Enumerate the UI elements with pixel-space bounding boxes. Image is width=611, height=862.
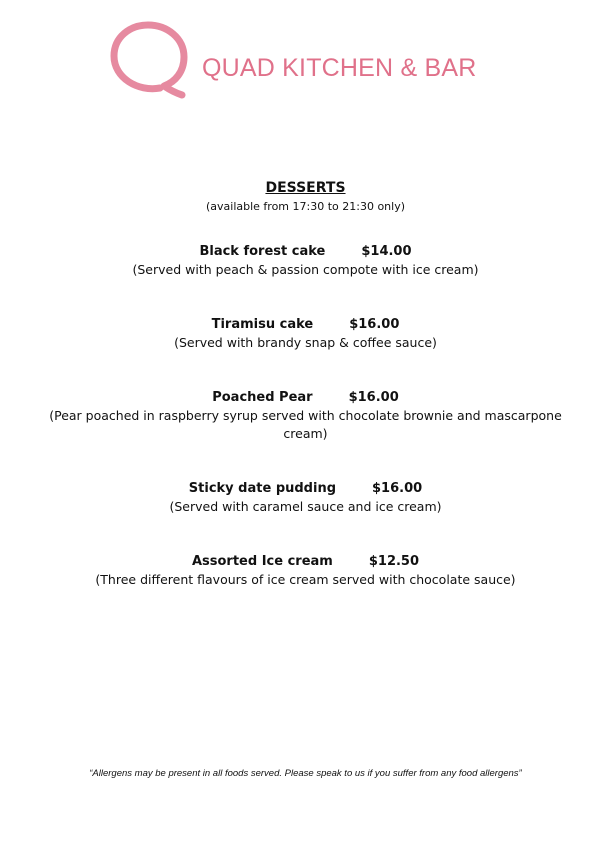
menu-item bbox=[0, 553, 611, 589]
item-price: $12.50 bbox=[368, 554, 420, 569]
item-name: Black forest cake bbox=[199, 244, 326, 259]
item-name: Assorted Ice cream bbox=[191, 554, 333, 569]
item-price: $16.00 bbox=[348, 390, 399, 405]
allergen-notice: “Allergens may be present in all foods served. Please speak to us if you suffer from any food allergens” bbox=[89, 768, 522, 779]
desserts-section bbox=[0, 178, 611, 216]
menu-item bbox=[0, 316, 611, 352]
item-price: $14.00 bbox=[361, 244, 412, 259]
item-name: Poached Pear bbox=[212, 390, 313, 405]
item-name: Sticky date pudding bbox=[188, 481, 337, 496]
menu-item bbox=[0, 480, 611, 516]
section-title: DESSERTS bbox=[265, 180, 346, 196]
item-price: $16.00 bbox=[372, 481, 423, 496]
menu-item bbox=[0, 243, 611, 279]
item-description: (Served with brandy snap & coffee sauce) bbox=[174, 335, 437, 350]
item-price: $16.00 bbox=[349, 317, 400, 332]
header bbox=[108, 20, 528, 100]
item-description: (Pear poached in raspberry syrup served with chocolate brownie and mascarpone cream) bbox=[49, 408, 562, 441]
item-description: (Three different flavours of ice cream served with chocolate sauce) bbox=[95, 572, 516, 587]
menu-item bbox=[0, 389, 611, 443]
item-description: (Served with peach & passion compote with ice cream) bbox=[132, 262, 479, 277]
availability-note: (available from 17:30 to 21:30 only) bbox=[205, 200, 406, 213]
q-logo-icon bbox=[108, 20, 190, 100]
item-name: Tiramisu cake bbox=[211, 317, 314, 332]
item-description: (Served with caramel sauce and ice cream) bbox=[169, 499, 442, 514]
brand-name: QUAD KITCHEN & BAR bbox=[202, 54, 477, 82]
